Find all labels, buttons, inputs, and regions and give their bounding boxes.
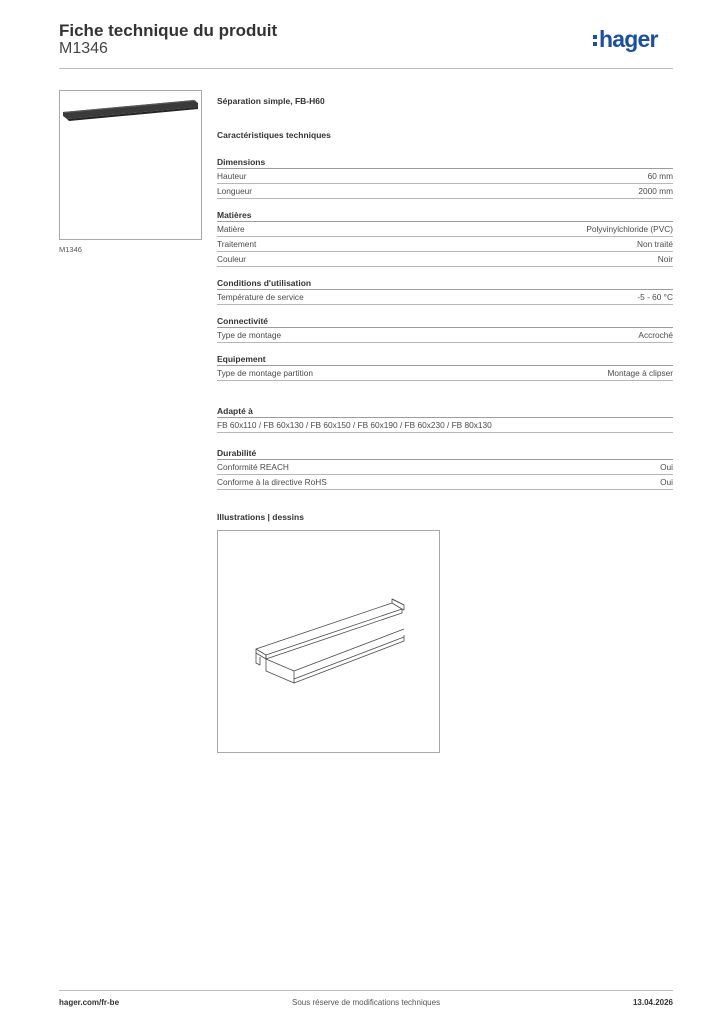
footer-date: 13.04.2026 bbox=[632, 998, 673, 1007]
spec-row bbox=[217, 184, 673, 199]
section-title: Adapté à bbox=[217, 404, 673, 418]
section-durabilite bbox=[217, 446, 673, 490]
spec-value: Oui bbox=[660, 462, 673, 472]
spec-row bbox=[217, 366, 673, 381]
spec-row bbox=[217, 222, 673, 237]
page-title: Fiche technique du produit bbox=[59, 21, 278, 40]
separator-drawing-image bbox=[218, 531, 439, 752]
logo-dots-icon bbox=[593, 35, 597, 49]
spec-row bbox=[217, 237, 673, 252]
spec-value: Oui bbox=[660, 477, 673, 487]
spec-label: Traitement bbox=[217, 239, 257, 249]
photo-caption: M1346 bbox=[59, 245, 82, 254]
section-title: Durabilité bbox=[217, 446, 673, 460]
spec-value: Noir bbox=[657, 254, 673, 264]
product-reference: M1346 bbox=[59, 40, 108, 57]
spec-label: Type de montage partition bbox=[217, 368, 313, 378]
section-title: Conditions d'utilisation bbox=[217, 276, 673, 290]
spec-value: 60 mm bbox=[647, 171, 673, 181]
spec-label: FB 60x110 / FB 60x130 / FB 60x150 / FB 60x190 / FB 60x230 / FB 80x130 bbox=[217, 420, 492, 430]
illustrations-title: Illustrations | dessins bbox=[217, 512, 304, 522]
section-connectivite bbox=[217, 314, 673, 343]
spec-value: Polyvinylchloride (PVC) bbox=[586, 224, 673, 234]
spec-value: Non traité bbox=[637, 239, 673, 249]
spec-value: -5 - 60 °C bbox=[637, 292, 673, 302]
separator-profile-image bbox=[60, 91, 201, 239]
spec-label: Couleur bbox=[217, 254, 247, 264]
spec-value: Accroché bbox=[638, 330, 673, 340]
spec-value: 2000 mm bbox=[638, 186, 673, 196]
product-photo bbox=[59, 90, 202, 240]
footer-notice: Sous réserve de modifications techniques bbox=[292, 998, 441, 1007]
spec-row bbox=[217, 290, 673, 305]
section-adapte bbox=[217, 404, 673, 433]
technical-drawing bbox=[217, 530, 440, 753]
spec-row bbox=[217, 328, 673, 343]
section-title: Dimensions bbox=[217, 155, 673, 169]
section-conditions bbox=[217, 276, 673, 305]
footer-divider bbox=[59, 990, 673, 991]
spec-row bbox=[217, 418, 673, 433]
spec-row bbox=[217, 475, 673, 490]
spec-label: Conformité REACH bbox=[217, 462, 289, 472]
section-title: Connectivité bbox=[217, 314, 673, 328]
spec-row bbox=[217, 460, 673, 475]
section-title: Equipement bbox=[217, 352, 673, 366]
spec-label: Conforme à la directive RoHS bbox=[217, 477, 327, 487]
spec-label: Hauteur bbox=[217, 171, 247, 181]
spec-row bbox=[217, 169, 673, 184]
section-title: Matières bbox=[217, 208, 673, 222]
section-equipement bbox=[217, 352, 673, 381]
logo-text: hager bbox=[599, 26, 658, 52]
spec-label: Longueur bbox=[217, 186, 253, 196]
section-matieres bbox=[217, 208, 673, 267]
product-name: Séparation simple, FB-H60 bbox=[217, 96, 325, 106]
footer-website: hager.com/fr-be bbox=[59, 998, 120, 1007]
header-divider bbox=[59, 68, 673, 69]
spec-heading: Caractéristiques techniques bbox=[217, 130, 331, 140]
spec-label: Matière bbox=[217, 224, 245, 234]
spec-row bbox=[217, 252, 673, 267]
spec-label: Température de service bbox=[217, 292, 304, 302]
spec-value: Montage à clipser bbox=[607, 368, 673, 378]
spec-label: Type de montage bbox=[217, 330, 282, 340]
section-dimensions bbox=[217, 155, 673, 199]
